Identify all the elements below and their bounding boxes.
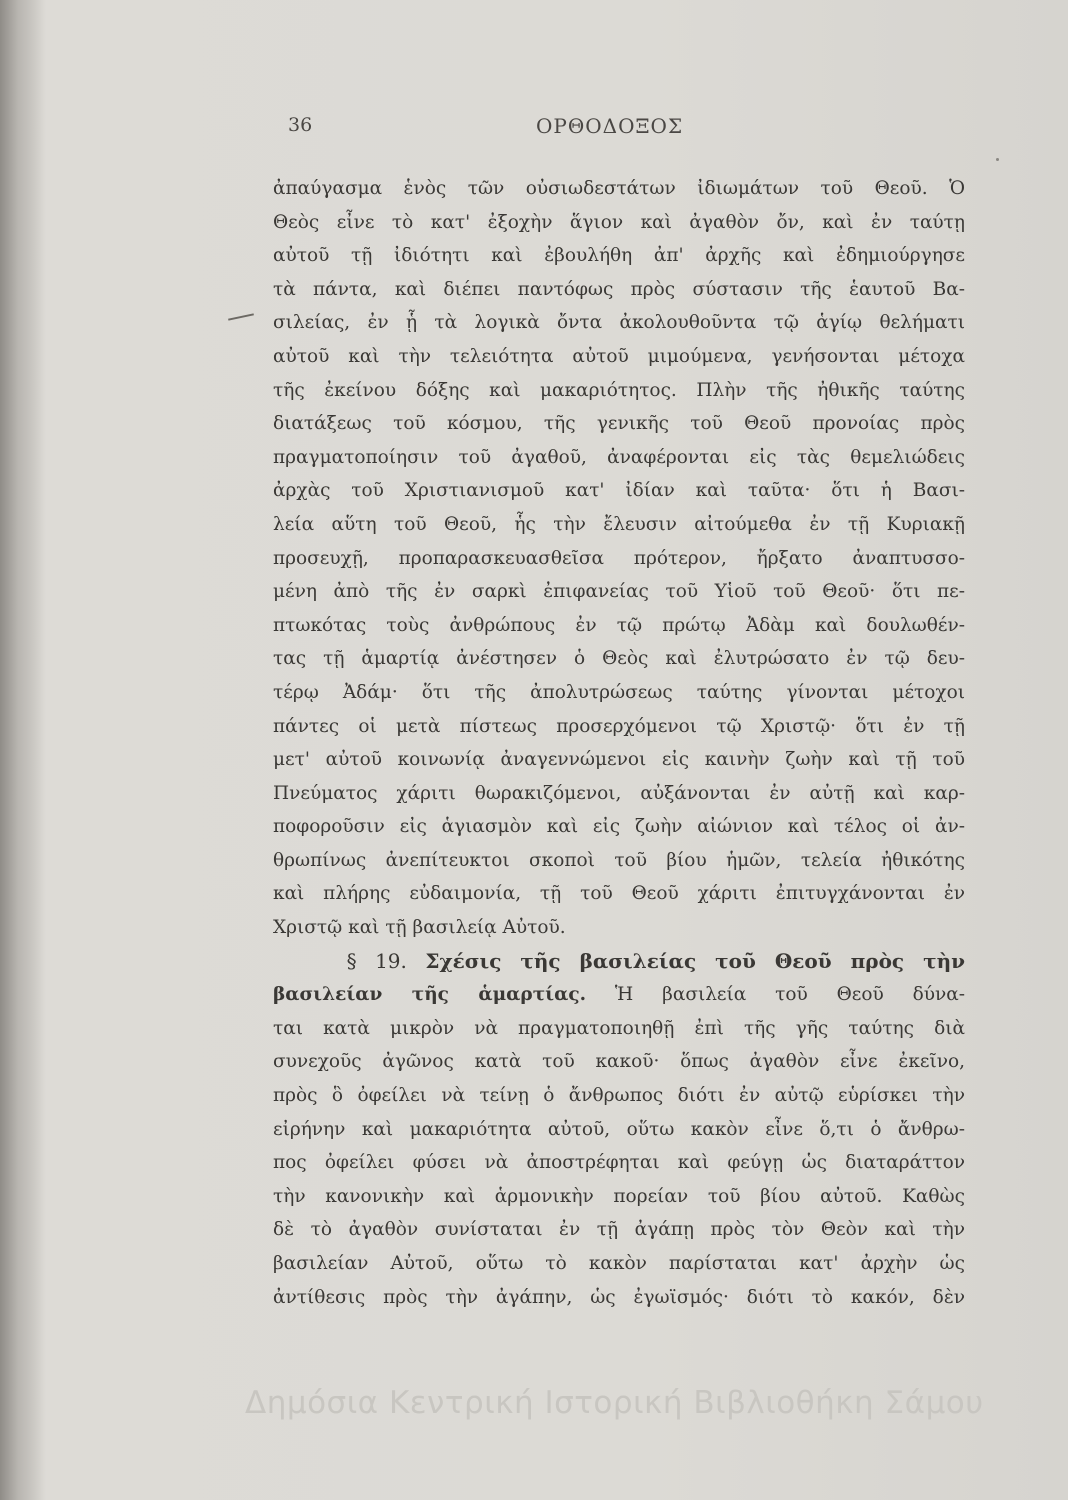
text-line: αὐτοῦ καὶ τὴν τελειότητα αὐτοῦ μιμούμενα, γενήσονται μέτοχα bbox=[273, 345, 965, 367]
binding-shadow bbox=[0, 0, 46, 1500]
text-line: τὰ πάντα, καὶ διέπει παντόφως πρὸς σύστασιν τῆς ἑαυτοῦ Βα- bbox=[273, 278, 965, 300]
section-heading-line bbox=[273, 978, 965, 1012]
text-line: Θεὸς εἶνε τὸ κατ' ἐξοχὴν ἅγιον καὶ ἀγαθὸν ὄν, καὶ ἐν ταύτῃ bbox=[273, 211, 965, 233]
page-header bbox=[288, 114, 978, 144]
text-line: δὲ τὸ ἀγαθὸν συνίσταται ἐν τῇ ἀγάπῃ πρὸς τὸν Θεὸν καὶ τὴν bbox=[273, 1219, 965, 1241]
text-line: ται κατὰ μικρὸν νὰ πραγματοποιηθῇ ἐπὶ τῆς γῆς ταύτης διὰ bbox=[273, 1017, 965, 1039]
text-line: σιλείας, ἐν ᾗ τὰ λογικὰ ὄντα ἀκολουθοῦντα τῷ ἁγίῳ θελήματι bbox=[273, 312, 965, 334]
text-line: μετ' αὐτοῦ κοινωνίᾳ ἀναγεννώμενοι εἰς καινὴν ζωὴν καὶ τῇ τοῦ bbox=[273, 749, 965, 771]
text-line: ποφοροῦσιν εἰς ἁγιασμὸν καὶ εἰς ζωὴν αἰώνιον καὶ τέλος οἱ ἀν- bbox=[273, 816, 965, 838]
text-line: προσευχῇ, προπαρασκευασθεῖσα πρότερον, ἤρξατο ἀναπτυσσο- bbox=[273, 547, 965, 569]
text-line: λεία αὕτη τοῦ Θεοῦ, ἧς τὴν ἔλευσιν αἰτούμεθα ἐν τῇ Κυριακῇ bbox=[273, 513, 965, 535]
section-title-part2: βασιλείαν τῆς ἁμαρτίας. bbox=[273, 984, 587, 1006]
section-number: § 19. bbox=[346, 948, 407, 973]
section-text-start: Ἡ βασιλεία τοῦ Θεοῦ δύνα- bbox=[614, 984, 965, 1006]
text-line: ἀρχὰς τοῦ Χριστιανισμοῦ κατ' ἰδίαν καὶ ταῦτα· ὅτι ἡ Βασι- bbox=[273, 480, 965, 502]
text-line: βασιλείαν Αὐτοῦ, οὕτω τὸ κακὸν παρίσταται κατ' ἀρχὴν ὡς bbox=[273, 1253, 965, 1274]
text-line: Πνεύματος χάριτι θωρακιζόμενοι, αὐξάνονται ἐν αὐτῇ καὶ καρ- bbox=[273, 782, 965, 804]
text-line: πτωκότας τοὺς ἀνθρώπους ἐν τῷ πρώτῳ Ἀδὰμ καὶ δουλωθέν- bbox=[273, 614, 965, 636]
text-line: τας τῇ ἁμαρτίᾳ ἀνέστησεν ὁ Θεὸς καὶ ἐλυτρώσατο ἐν τῷ δευ- bbox=[273, 648, 965, 670]
running-title: ΟΡΘΟΔΟΞΟΣ bbox=[536, 114, 684, 138]
text-line: πος ὀφείλει φύσει νὰ ἀποστρέφηται καὶ φεύγῃ ὡς διαταράττον bbox=[273, 1152, 965, 1174]
text-line: αὐτοῦ τῇ ἰδιότητι καὶ ἐβουλήθη ἀπ' ἀρχῆς καὶ ἐδημιούργησε bbox=[273, 245, 965, 267]
body-text bbox=[273, 172, 965, 1314]
text-line: θρωπίνως ἀνεπίτευκτοι σκοποὶ τοῦ βίου ἡμῶν, τελεία ἠθικότης bbox=[273, 849, 965, 871]
text-line: τῆς ἐκείνου δόξης καὶ μακαριότητος. Πλὴν τῆς ἠθικῆς ταύτης bbox=[273, 379, 965, 401]
text-line: τέρῳ Ἀδάμ· ὅτι τῆς ἀπολυτρώσεως ταύτης γίνονται μέτοχοι bbox=[273, 681, 965, 703]
library-watermark: Δημόσια Κεντρική Ιστορική Βιβλιοθήκη Σάμου bbox=[245, 1385, 984, 1421]
text-line: διατάξεως τοῦ κόσμου, τῆς γενικῆς τοῦ Θεοῦ προνοίας πρὸς bbox=[273, 413, 965, 435]
section-title-part1: Σχέσις τῆς βασιλείας τοῦ Θεοῦ πρὸς τὴν bbox=[425, 948, 966, 973]
text-line: τὴν κανονικὴν καὶ ἁρμονικὴν πορείαν τοῦ βίου αὐτοῦ. Καθὼς bbox=[273, 1185, 965, 1207]
margin-pencil-mark bbox=[228, 313, 254, 320]
text-line: συνεχοῦς ἀγῶνος κατὰ τοῦ κακοῦ· ὅπως ἀγαθὸν εἶνε ἐκεῖνο, bbox=[273, 1051, 965, 1073]
text-line: ἀπαύγασμα ἑνὸς τῶν οὐσιωδεστάτων ἰδιωμάτων τοῦ Θεοῦ. Ὁ bbox=[273, 178, 965, 199]
text-line: πάντες οἱ μετὰ πίστεως προσερχόμενοι τῷ Χριστῷ· ὅτι ἐν τῇ bbox=[273, 715, 965, 737]
text-line: καὶ πλήρης εὐδαιμονία, τῇ τοῦ Θεοῦ χάριτι ἐπιτυγχάνονται ἐν bbox=[273, 883, 965, 905]
text-line: Χριστῷ καὶ τῇ βασιλείᾳ Αὐτοῦ. bbox=[273, 917, 566, 939]
section-heading-line bbox=[273, 945, 965, 979]
text-line: εἰρήνην καὶ μακαριότητα αὐτοῦ, οὕτω κακὸν εἶνε ὅ,τι ὁ ἄνθρω- bbox=[273, 1118, 965, 1140]
paper-speck bbox=[996, 158, 999, 161]
text-line: πρὸς ὃ ὀφείλει νὰ τείνῃ ὁ ἄνθρωπος διότι ἐν αὐτῷ εὑρίσκει τὴν bbox=[273, 1085, 965, 1107]
page-number: 36 bbox=[288, 114, 313, 136]
text-line: ἀντίθεσις πρὸς τὴν ἀγάπην, ὡς ἐγωϊσμός· διότι τὸ κακόν, δὲν bbox=[273, 1286, 965, 1308]
text-line: πραγματοποίησιν τοῦ ἀγαθοῦ, ἀναφέρονται εἰς τὰς θεμελιώδεις bbox=[273, 446, 965, 468]
text-line: μένη ἀπὸ τῆς ἐν σαρκὶ ἐπιφανείας τοῦ Υἱοῦ τοῦ Θεοῦ· ὅτι πε- bbox=[273, 581, 965, 603]
